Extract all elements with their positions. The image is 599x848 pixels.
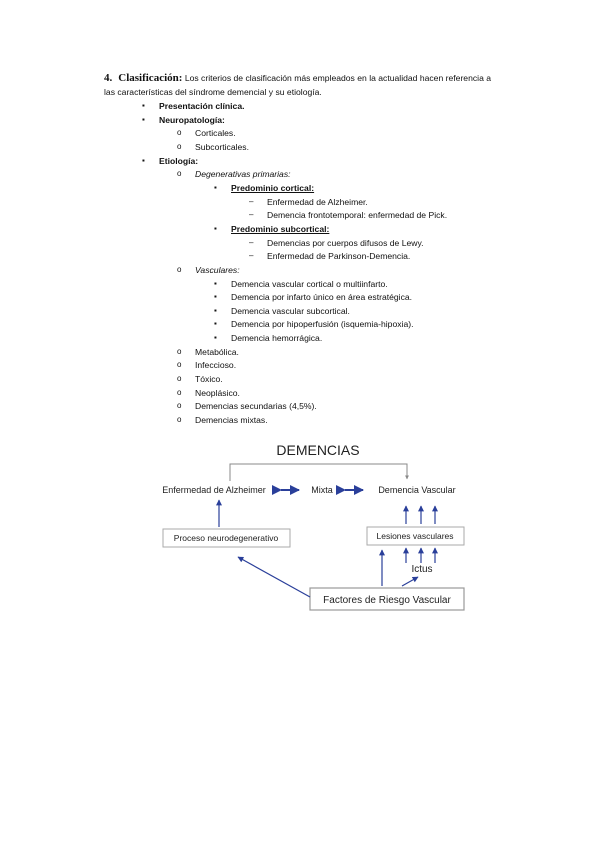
item-metabolica: Metabólica. bbox=[195, 347, 239, 357]
bullet-toxico: o bbox=[177, 374, 182, 383]
item-lewy: Demencias por cuerpos difusos de Lewy. bbox=[267, 238, 424, 248]
bullet-corticales: o bbox=[177, 128, 182, 137]
item-neoplasico: Neoplásico. bbox=[195, 388, 240, 398]
item-vasc5: Demencia hemorrágica. bbox=[231, 333, 323, 343]
item-vasculares: Vasculares: bbox=[195, 265, 240, 275]
bracket-connector bbox=[230, 464, 407, 481]
item-vasc2: Demencia por infarto único en área estratégica. bbox=[231, 292, 413, 302]
bullet-presentacion: ▪ bbox=[142, 101, 145, 110]
node-factores: Factores de Riesgo Vascular bbox=[323, 595, 451, 606]
node-alzheimer: Enfermedad de Alzheimer bbox=[162, 485, 266, 495]
item-neuropatologia: Neuropatología: bbox=[159, 115, 225, 125]
node-vascular: Demencia Vascular bbox=[378, 485, 456, 495]
item-corticales: Corticales. bbox=[195, 128, 236, 138]
diagram-title: DEMENCIAS bbox=[276, 442, 360, 458]
bullet-infeccioso: o bbox=[177, 360, 182, 369]
item-subcorticales: Subcorticales. bbox=[195, 142, 249, 152]
arrow-factores-ictus bbox=[402, 577, 418, 586]
bullet-alzheimer: – bbox=[249, 197, 254, 206]
item-vasc1: Demencia vascular cortical o multiinfarto. bbox=[231, 279, 388, 289]
item-vasc4: Demencia por hipoperfusión (isquemia-hipoxia). bbox=[231, 319, 414, 329]
bullet-vasc1: ▪ bbox=[214, 279, 217, 288]
node-neuro: Proceso neurodegenerativo bbox=[173, 533, 279, 543]
item-degenerativas: Degenerativas primarias: bbox=[195, 169, 291, 179]
bullet-etiologia: ▪ bbox=[142, 156, 145, 165]
bullet-pred-cortical: ▪ bbox=[214, 183, 217, 192]
bullet-lewy: – bbox=[249, 238, 254, 247]
item-frontotemporal: Demencia frontotemporal: enfermedad de Pick. bbox=[267, 210, 448, 220]
item-toxico: Tóxico. bbox=[195, 374, 223, 384]
bullet-metabolica: o bbox=[177, 347, 182, 356]
section-number: 4. bbox=[104, 72, 113, 84]
bullet-subcorticales: o bbox=[177, 142, 182, 151]
item-vasc3: Demencia vascular subcortical. bbox=[231, 306, 350, 316]
bullet-degenerativas: o bbox=[177, 169, 182, 178]
bullet-frontotemporal: – bbox=[249, 210, 254, 219]
item-pred-subcortical: Predominio subcortical: bbox=[231, 224, 330, 234]
item-pred-cortical: Predominio cortical: bbox=[231, 183, 315, 193]
item-parkinson: Enfermedad de Parkinson-Demencia. bbox=[267, 251, 411, 261]
bullet-secundarias: o bbox=[177, 401, 182, 410]
node-lesiones: Lesiones vasculares bbox=[376, 531, 454, 541]
section-title: Clasificación: bbox=[118, 72, 183, 84]
section-intro: Los criterios de clasificación más empleados en la actualidad hacen referencia a las características del síndrome demencial y su etiología. bbox=[104, 73, 492, 97]
bullet-vasc3: ▪ bbox=[214, 306, 217, 315]
node-ictus: Ictus bbox=[411, 564, 433, 575]
arrow-factores-neuro bbox=[238, 557, 310, 597]
bullet-vasculares: o bbox=[177, 265, 182, 274]
item-mixtas: Demencias mixtas. bbox=[195, 415, 268, 425]
bullet-neuropatologia: ▪ bbox=[142, 115, 145, 124]
bullet-vasc5: ▪ bbox=[214, 333, 217, 342]
item-secundarias: Demencias secundarias (4,5%). bbox=[195, 401, 317, 411]
item-presentacion: Presentación clínica. bbox=[159, 101, 245, 111]
item-infeccioso: Infeccioso. bbox=[195, 360, 237, 370]
item-alzheimer: Enfermedad de Alzheimer. bbox=[267, 197, 368, 207]
bullet-mixtas: o bbox=[177, 415, 182, 424]
node-mixta: Mixta bbox=[311, 485, 333, 495]
bullet-vasc2: ▪ bbox=[214, 292, 217, 301]
bullet-pred-subcortical: ▪ bbox=[214, 224, 217, 233]
item-etiologia: Etiología: bbox=[159, 156, 199, 166]
bullet-vasc4: ▪ bbox=[214, 319, 217, 328]
bullet-parkinson: – bbox=[249, 251, 254, 260]
bullet-neoplasico: o bbox=[177, 388, 182, 397]
